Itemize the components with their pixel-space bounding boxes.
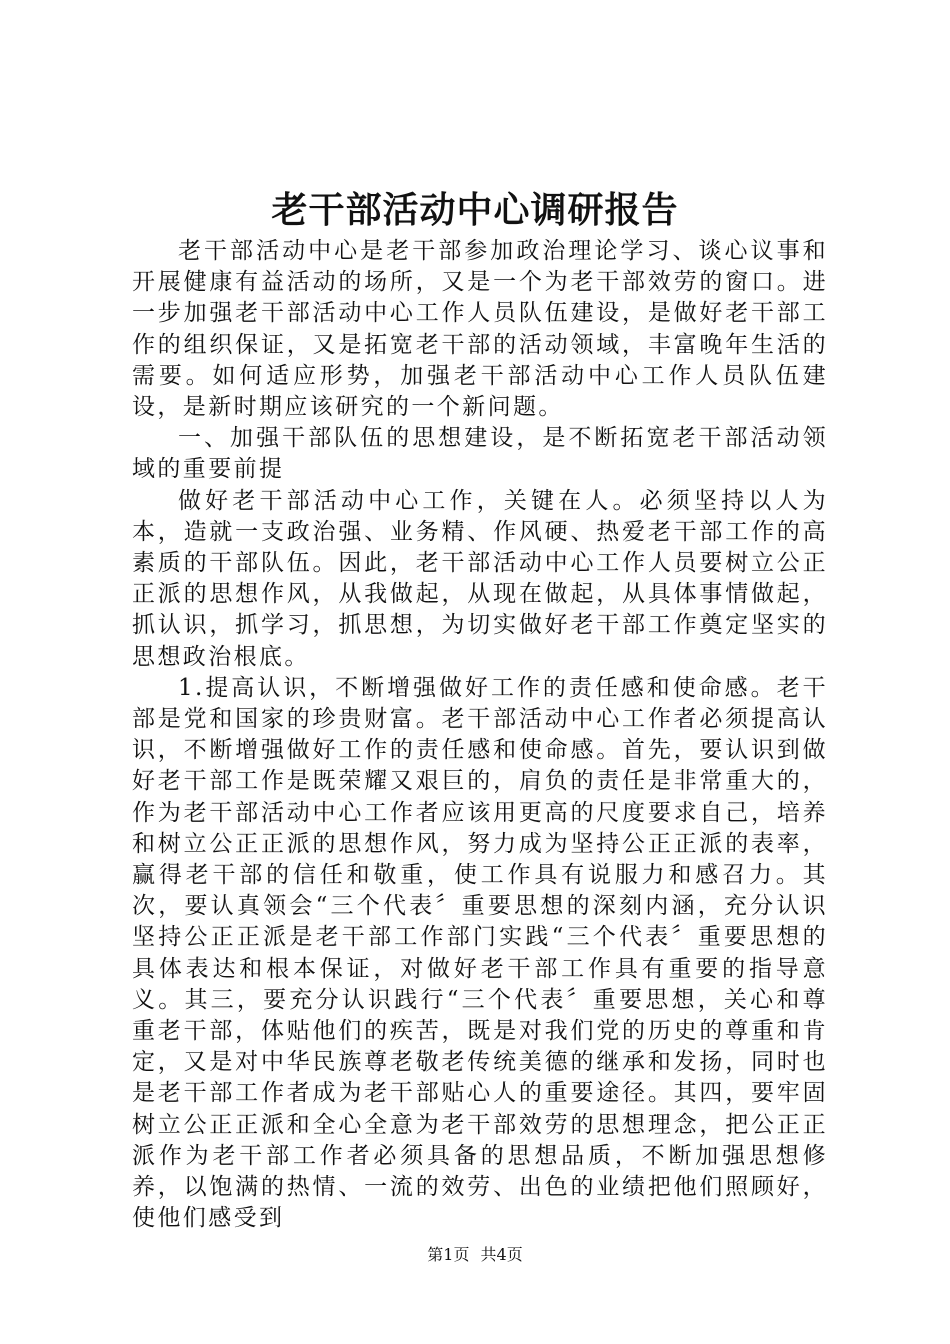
page-footer bbox=[0, 1244, 950, 1266]
document-title: 老干部活动中心调研报告 bbox=[271, 189, 679, 231]
document-body bbox=[132, 236, 828, 1235]
section-1-paragraph: 做好老干部活动中心工作，关键在人。必须坚持以人为本，造就一支政治强、业务精、作风硬、热爱老干部工作的高素质的干部队伍。因此，老干部活动中心工作人员要树立公正正派的思想作风，从我做起，从现在做起，从具体事情做起，抓认识，抓学习，抓思想，为切实做好老干部工作奠定坚实的思想政治根底。 bbox=[132, 487, 828, 670]
intro-paragraph: 老干部活动中心是老干部参加政治理论学习、谈心议事和开展健康有益活动的场所，又是一个为老干部效劳的窗口。进一步加强老干部活动中心工作人员队伍建设，是做好老干部工作的组织保证，又是拓宽老干部的活动领域，丰富晚年生活的需要。如何适应形势，加强老干部活动中心工作人员队伍建设，是新时期应该研究的一个新问题。 bbox=[132, 238, 828, 421]
page-number: 第1页 bbox=[427, 1245, 470, 1264]
item-1-paragraph: 1.提高认识，不断增强做好工作的责任感和使命感。老干部是党和国家的珍贵财富。老干部活动中心工作者必须提高认识，不断增强做好工作的责任感和使命感。首先，要认识到做好老干部工作是既荣耀又艰巨的，肩负的责任是非常重大的，作为老干部活动中心工作者应该用更高的尺度要求自己，培养和树立公正正派的思想作风，努力成为坚持公正正派的表率，赢得老干部的信任和敬重，使工作具有说服力和感召力。其次，要认真领会“三个代表〞重要思想的深刻内涵，充分认识坚持公正正派是老干部工作部门实践“三个代表〞重要思想的具体表达和根本保证，对做好老干部工作具有重要的指导意义。其三，要充分认识践行“三个代表〞重要思想，关心和尊重老干部，体贴他们的疾苦，既是对我们党的历史的尊重和肯定，又是对中华民族尊老敬老传统美德的继承和发扬，同时也是老干部工作者成为老干部贴心人的重要途径。其四，要牢固树立公正正派和全心全意为老干部效劳的思想理念，把公正正派作为老干部工作者必须具备的思想品质，不断加强思想修养，以饱满的热情、一流的效劳、出色的业绩把他们照顾好，使他们感受到 bbox=[132, 674, 828, 1232]
section-heading-1: 一、加强干部队伍的思想建设，是不断拓宽老干部活动领域的重要前提 bbox=[132, 425, 828, 483]
page-total: 共4页 bbox=[480, 1245, 523, 1264]
